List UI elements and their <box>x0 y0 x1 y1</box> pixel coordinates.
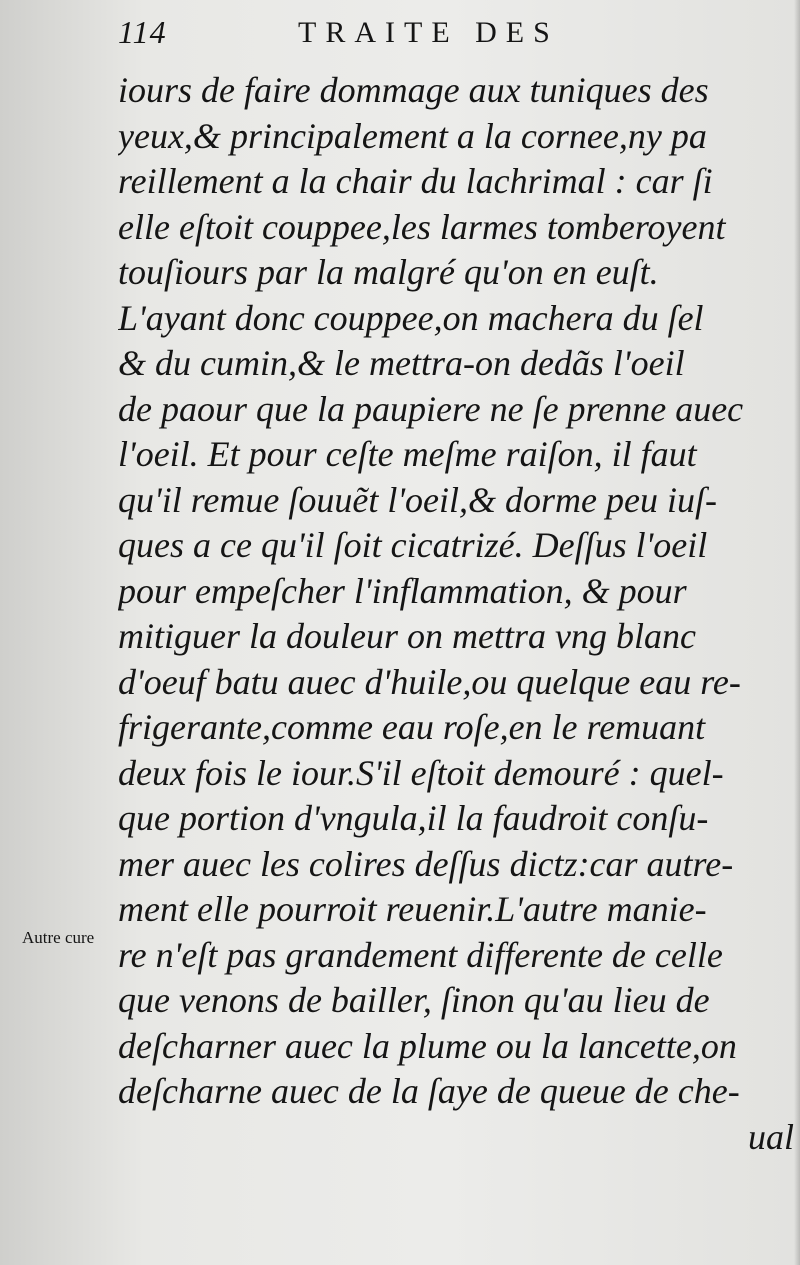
page-edge-shadow <box>794 0 800 1265</box>
text-line: re n'eſt pas grandement differente de celle <box>118 934 723 975</box>
text-line: de paour que la paupiere ne ſe prenne auec <box>118 388 744 429</box>
text-line: pour empeſcher l'inflammation, & pour <box>118 570 687 611</box>
margin-note: Autre cure <box>22 928 95 947</box>
page-header <box>118 14 658 54</box>
running-head: TRAITE DES <box>298 16 559 49</box>
text-line: que venons de bailler, ſinon qu'au lieu de <box>118 980 710 1020</box>
catchword-line: ual <box>747 1116 794 1157</box>
text-line: frigerante,comme eau roſe,en le remuant <box>118 707 706 747</box>
text-line: deſcharner auec la plume ou la lancette,on <box>118 1025 737 1066</box>
text-line: & du cumin,& le mettra-on dedãs l'oeil <box>118 343 685 383</box>
text-line: L'ayant donc couppee,on machera du ſel <box>118 297 704 338</box>
page-number: 114 <box>118 14 167 50</box>
text-line: d'oeuf batu auec d'huile,ou quelque eau re- <box>118 661 741 702</box>
text-line: ques a ce qu'il ſoit cicatrizé. Deſſus l'oeil <box>118 525 708 565</box>
text-line: deſcharne auec de la ſaye de queue de che- <box>118 1071 740 1111</box>
text-line: reillement a la chair du lachrimal : car ſi <box>118 161 713 201</box>
text-line: l'oeil. Et pour ceſte meſme raiſon, il faut <box>118 434 697 474</box>
text-line: mitiguer la douleur on mettra vng blanc <box>118 616 696 656</box>
text-line: yeux,& principalement a la cornee,ny pa <box>118 115 707 156</box>
body-text <box>118 68 794 1160</box>
text-line: mer auec les colires deſſus dictz:car autre- <box>118 843 734 884</box>
text-line: que portion d'vngula,il la faudroit conſu- <box>118 798 709 838</box>
text-line: ment elle pourroit reuenir.L'autre manie- <box>118 889 707 929</box>
text-line: elle eſtoit couppee,les larmes tomberoyent <box>118 206 726 247</box>
text-line: touſiours par la malgré qu'on en euſt. <box>118 252 659 292</box>
text-line: iours de faire dommage aux tuniques des <box>118 70 709 110</box>
text-line: qu'il remue ſouuẽt l'oeil,& dorme peu iuſ- <box>118 479 717 520</box>
text-line: deux fois le iour.S'il eſtoit demouré : quel- <box>118 752 724 793</box>
